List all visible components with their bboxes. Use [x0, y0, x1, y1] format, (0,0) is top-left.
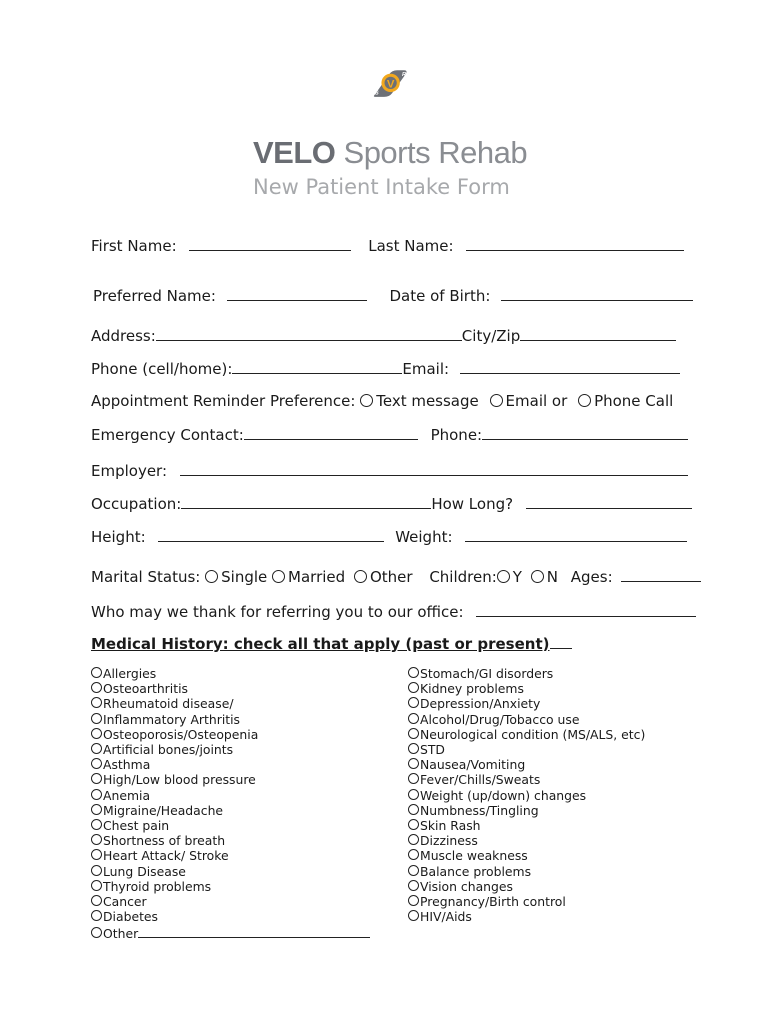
condition-checkbox[interactable]: [408, 758, 419, 769]
referral-field[interactable]: [476, 602, 696, 617]
condition-item[interactable]: [408, 909, 645, 924]
city-zip-field[interactable]: [520, 326, 676, 341]
condition-checkbox[interactable]: [91, 804, 102, 815]
logo-letter-v: V: [386, 78, 395, 91]
condition-checkbox[interactable]: [91, 713, 102, 724]
preferred-name-label: Preferred Name:: [93, 287, 216, 305]
yes-label: Y: [512, 568, 522, 586]
dob-label: Date of Birth:: [389, 287, 491, 305]
last-name-label: Last Name:: [368, 237, 454, 255]
condition-label: Osteoarthritis: [103, 681, 188, 697]
condition-checkbox[interactable]: [91, 910, 102, 921]
condition-checkbox[interactable]: [408, 880, 419, 891]
no-label: N: [546, 568, 558, 586]
reminder-row: [91, 392, 673, 410]
condition-checkbox[interactable]: [91, 758, 102, 769]
condition-label: Anemia: [103, 787, 151, 803]
condition-checkbox[interactable]: [91, 667, 102, 678]
emergency-phone-label: Phone:: [430, 426, 483, 444]
condition-checkbox[interactable]: [408, 697, 419, 708]
condition-checkbox[interactable]: [408, 773, 419, 784]
employer-field[interactable]: [180, 461, 688, 476]
form-title: New Patient Intake Form: [253, 175, 510, 199]
other-condition-row: [91, 926, 370, 941]
employer-row: [91, 461, 688, 480]
height-field[interactable]: [158, 527, 384, 542]
brand-name: [253, 135, 527, 171]
other-radio[interactable]: [354, 570, 367, 583]
condition-label: Osteoporosis/Osteopenia: [103, 726, 259, 742]
medical-history-right-list: [408, 666, 645, 924]
condition-item[interactable]: [91, 757, 258, 772]
height-weight-row: [91, 527, 687, 546]
condition-checkbox[interactable]: [91, 743, 102, 754]
velo-logo: [253, 68, 523, 138]
condition-item[interactable]: [91, 833, 258, 848]
other-condition-field[interactable]: [138, 926, 370, 938]
brand-bold: VELO: [253, 135, 336, 170]
condition-label: Thyroid problems: [103, 878, 212, 894]
how-long-field[interactable]: [526, 494, 692, 509]
condition-item[interactable]: [91, 696, 258, 711]
married-radio[interactable]: [272, 570, 285, 583]
single-radio[interactable]: [205, 570, 218, 583]
condition-label: Inflammatory Arthritis: [103, 711, 241, 727]
condition-label: Depression/Anxiety: [420, 696, 541, 712]
logo-letter-r: R: [402, 71, 407, 78]
first-name-label: First Name:: [91, 237, 177, 255]
condition-checkbox[interactable]: [408, 713, 419, 724]
phone-call-label: Phone Call: [594, 392, 674, 410]
children-label: Children:: [429, 568, 497, 586]
occupation-label: Occupation:: [91, 495, 182, 513]
condition-label: Asthma: [103, 757, 151, 773]
ages-label: Ages:: [570, 568, 613, 586]
address-row: [91, 326, 676, 345]
condition-item[interactable]: [408, 894, 645, 909]
email-radio[interactable]: [490, 394, 503, 407]
condition-label: Rheumatoid disease/: [103, 696, 234, 712]
emergency-row: [91, 425, 688, 444]
emergency-contact-label: Emergency Contact:: [91, 426, 244, 444]
condition-item[interactable]: [91, 666, 258, 681]
condition-label: Kidney problems: [420, 681, 524, 697]
first-name-field[interactable]: [189, 236, 351, 251]
condition-label: Allergies: [103, 666, 157, 681]
condition-label: Balance problems: [420, 863, 532, 879]
condition-item[interactable]: [91, 712, 258, 727]
condition-label: Numbness/Tingling: [420, 802, 539, 818]
preferred-name-field[interactable]: [227, 286, 367, 301]
children-no-radio[interactable]: [531, 570, 544, 583]
condition-checkbox[interactable]: [91, 789, 102, 800]
condition-checkbox[interactable]: [91, 849, 102, 860]
condition-label: Chest pain: [103, 818, 170, 834]
condition-item[interactable]: [408, 727, 645, 742]
condition-label: Neurological condition (MS/ALS, etc): [420, 726, 646, 742]
condition-checkbox[interactable]: [91, 697, 102, 708]
condition-item[interactable]: [408, 666, 645, 681]
condition-item[interactable]: [408, 848, 645, 863]
condition-checkbox[interactable]: [91, 682, 102, 693]
condition-item[interactable]: [408, 833, 645, 848]
dob-field[interactable]: [501, 286, 693, 301]
condition-checkbox[interactable]: [408, 865, 419, 876]
condition-item[interactable]: [91, 864, 258, 879]
condition-item[interactable]: [91, 879, 258, 894]
condition-checkbox[interactable]: [408, 804, 419, 815]
condition-checkbox[interactable]: [408, 895, 419, 906]
medical-history-underline: [550, 636, 572, 649]
condition-label: Alcohol/Drug/Tobacco use: [420, 711, 580, 727]
phone-field[interactable]: [232, 359, 402, 374]
weight-field[interactable]: [465, 527, 687, 542]
height-label: Height:: [91, 528, 146, 546]
ages-field[interactable]: [621, 567, 701, 582]
condition-checkbox[interactable]: [408, 789, 419, 800]
logo-letter-s: S: [374, 90, 379, 97]
how-long-label: How Long?: [431, 495, 514, 513]
condition-item[interactable]: [408, 772, 645, 787]
condition-checkbox[interactable]: [408, 667, 419, 678]
condition-label: Vision changes: [420, 878, 513, 894]
marital-row: [91, 567, 701, 586]
brand-light: Sports Rehab: [335, 135, 528, 170]
condition-label: STD: [420, 742, 445, 758]
condition-item[interactable]: [91, 848, 258, 863]
condition-item[interactable]: [408, 757, 645, 772]
condition-item[interactable]: [408, 803, 645, 818]
occupation-field[interactable]: [181, 494, 431, 509]
condition-label: Pregnancy/Birth control: [420, 894, 566, 910]
condition-label: Nausea/Vomiting: [420, 757, 526, 773]
emergency-phone-field[interactable]: [482, 425, 688, 440]
condition-item[interactable]: [91, 772, 258, 787]
married-label: Married: [288, 568, 346, 586]
condition-label: Lung Disease: [103, 863, 186, 879]
other-condition-label: Other: [103, 926, 139, 941]
condition-checkbox[interactable]: [91, 865, 102, 876]
condition-item[interactable]: [91, 681, 258, 696]
referral-row: [91, 602, 696, 621]
condition-item[interactable]: [91, 803, 258, 818]
condition-label: Cancer: [103, 894, 147, 910]
condition-label: Weight (up/down) changes: [420, 787, 587, 803]
reminder-label: Appointment Reminder Preference:: [91, 392, 356, 410]
phone-call-radio[interactable]: [578, 394, 591, 407]
emergency-contact-field[interactable]: [244, 425, 418, 440]
referral-label: Who may we thank for referring you to our office:: [91, 603, 464, 621]
other-label: Other: [369, 568, 413, 586]
address-label: Address:: [91, 327, 156, 345]
medical-history-title: Medical History: check all that apply (past or present): [91, 635, 550, 653]
condition-label: Stomach/GI disorders: [420, 666, 554, 681]
condition-label: Heart Attack/ Stroke: [103, 848, 229, 864]
occupation-row: [91, 494, 692, 513]
condition-label: Skin Rash: [420, 818, 481, 834]
condition-item[interactable]: [408, 818, 645, 833]
phone-label: Phone (cell/home):: [91, 360, 233, 378]
condition-checkbox[interactable]: [408, 834, 419, 845]
text-message-label: Text message: [376, 392, 479, 410]
phone-row: [91, 359, 680, 378]
condition-checkbox[interactable]: [408, 743, 419, 754]
condition-item[interactable]: [408, 879, 645, 894]
condition-checkbox[interactable]: [91, 834, 102, 845]
condition-label: Dizziness: [420, 833, 478, 849]
first-name-row: [91, 236, 684, 255]
condition-checkbox[interactable]: [91, 895, 102, 906]
condition-checkbox[interactable]: [91, 728, 102, 739]
condition-item[interactable]: [91, 909, 258, 924]
condition-item[interactable]: [408, 742, 645, 757]
marital-status-label: Marital Status:: [91, 568, 201, 586]
condition-item[interactable]: [91, 742, 258, 757]
condition-checkbox[interactable]: [408, 682, 419, 693]
last-name-field[interactable]: [466, 236, 684, 251]
text-message-radio[interactable]: [360, 394, 373, 407]
condition-checkbox[interactable]: [91, 773, 102, 784]
children-yes-radio[interactable]: [497, 570, 510, 583]
condition-label: Shortness of breath: [103, 833, 226, 849]
condition-item[interactable]: [91, 818, 258, 833]
condition-checkbox[interactable]: [91, 880, 102, 891]
condition-label: Muscle weakness: [420, 848, 528, 864]
condition-item[interactable]: [408, 696, 645, 711]
email-label: Email:: [402, 360, 450, 378]
condition-label: Fever/Chills/Sweats: [420, 772, 541, 788]
preferred-name-row: [93, 286, 693, 305]
weight-label: Weight:: [395, 528, 453, 546]
condition-item[interactable]: [91, 727, 258, 742]
medical-history-left-list: [91, 666, 258, 924]
other-condition-checkbox[interactable]: [91, 927, 102, 938]
medical-history-header: [91, 634, 572, 653]
condition-item[interactable]: [408, 712, 645, 727]
condition-label: HIV/Aids: [420, 909, 472, 925]
address-field[interactable]: [156, 326, 462, 341]
single-label: Single: [221, 568, 268, 586]
condition-label: High/Low blood pressure: [103, 772, 256, 788]
condition-checkbox[interactable]: [408, 728, 419, 739]
condition-item[interactable]: [408, 681, 645, 696]
employer-label: Employer:: [91, 462, 168, 480]
condition-label: Migraine/Headache: [103, 802, 224, 818]
condition-checkbox[interactable]: [408, 849, 419, 860]
condition-checkbox[interactable]: [91, 819, 102, 830]
condition-label: Artificial bones/joints: [103, 742, 234, 758]
condition-checkbox[interactable]: [408, 819, 419, 830]
condition-item[interactable]: [91, 894, 258, 909]
email-option-label: Email or: [505, 392, 568, 410]
condition-item[interactable]: [408, 788, 645, 803]
email-field[interactable]: [460, 359, 680, 374]
condition-item[interactable]: [408, 864, 645, 879]
condition-item[interactable]: [91, 788, 258, 803]
condition-label: Diabetes: [103, 909, 159, 925]
city-zip-label: City/Zip: [461, 327, 521, 345]
condition-checkbox[interactable]: [408, 910, 419, 921]
